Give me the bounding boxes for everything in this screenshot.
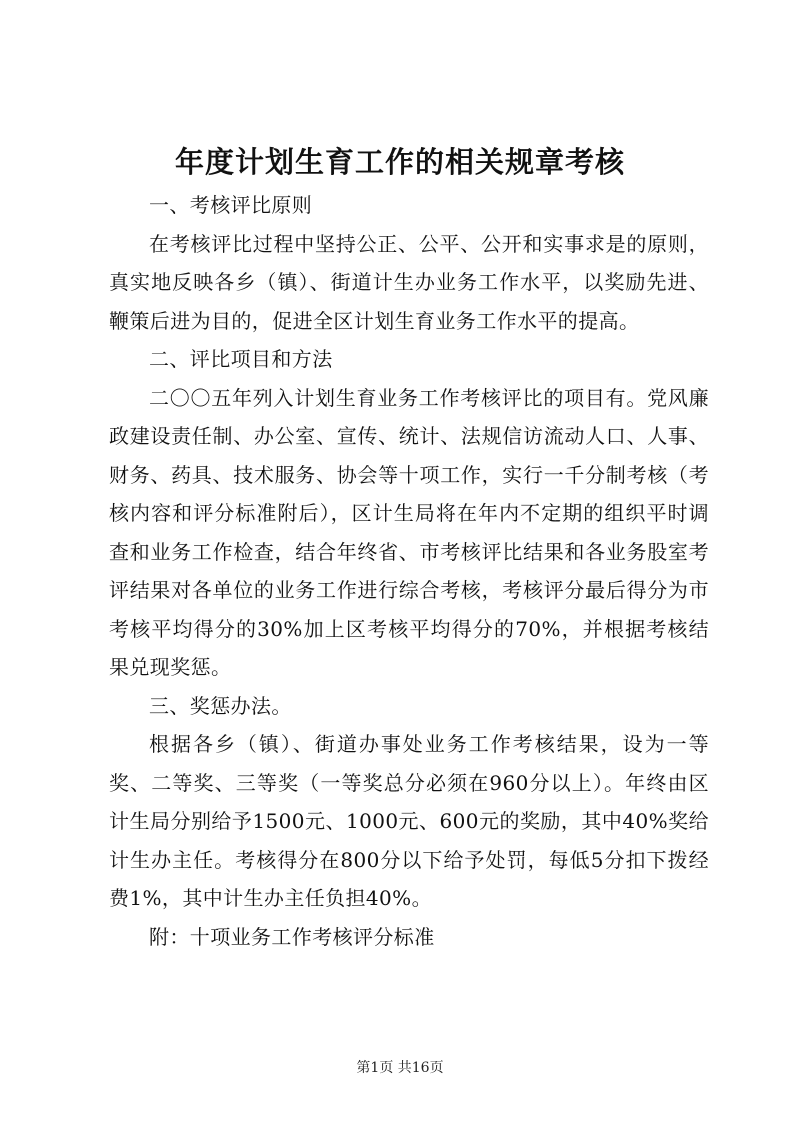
appendix-line: 附：十项业务工作考核评分标准 [149, 924, 435, 949]
section-paragraph-rewards-penalties: 根据各乡（镇）、街道办事处业务工作考核结果，设为一等奖、二等奖、三等奖（一等奖总分必须在960分以上）。年终由区计生局分别给予1500元、1000元、600元的奖励，其中40%奖给计生办主任。考核得分在800分以下给予处罚，每低5分扣下拨经费1%，其中计生办主任负担40%。 [109, 732, 709, 910]
document-body [109, 186, 709, 956]
document-title: 年度计划生育工作的相关规章考核 [174, 145, 625, 179]
section-heading-principles: 一、考核评比原则 [149, 193, 313, 217]
page-footer [0, 1058, 800, 1078]
section-heading-items-methods: 二、评比项目和方法 [149, 347, 333, 371]
section-paragraph-items-methods: 二〇〇五年列入计划生育业务工作考核评比的项目有。党风廉政建设责任制、办公室、宣传、统计、法规信访流动人口、人事、财务、药具、技术服务、协会等十项工作，实行一千分制考核（考核内容和评分标准附后），区计生局将在年内不定期的组织平时调查和业务工作检查，结合年终省、市考核评比结果和各业务股室考评结果对各单位的业务工作进行综合考核，考核评分最后得分为市考核平均得分的30%加上区考核平均得分的70%，并根据考核结果兑现奖惩。 [109, 385, 709, 679]
page-number-label: 第1页 共16页 [356, 1060, 444, 1076]
section-paragraph-principles: 在考核评比过程中坚持公正、公平、公开和实事求是的原则，真实地反映各乡（镇）、街道计生办业务工作水平，以奖励先进、鞭策后进为目的，促进全区计划生育业务工作水平的提高。 [109, 231, 709, 333]
section-heading-rewards-penalties: 三、奖惩办法。 [149, 693, 292, 718]
